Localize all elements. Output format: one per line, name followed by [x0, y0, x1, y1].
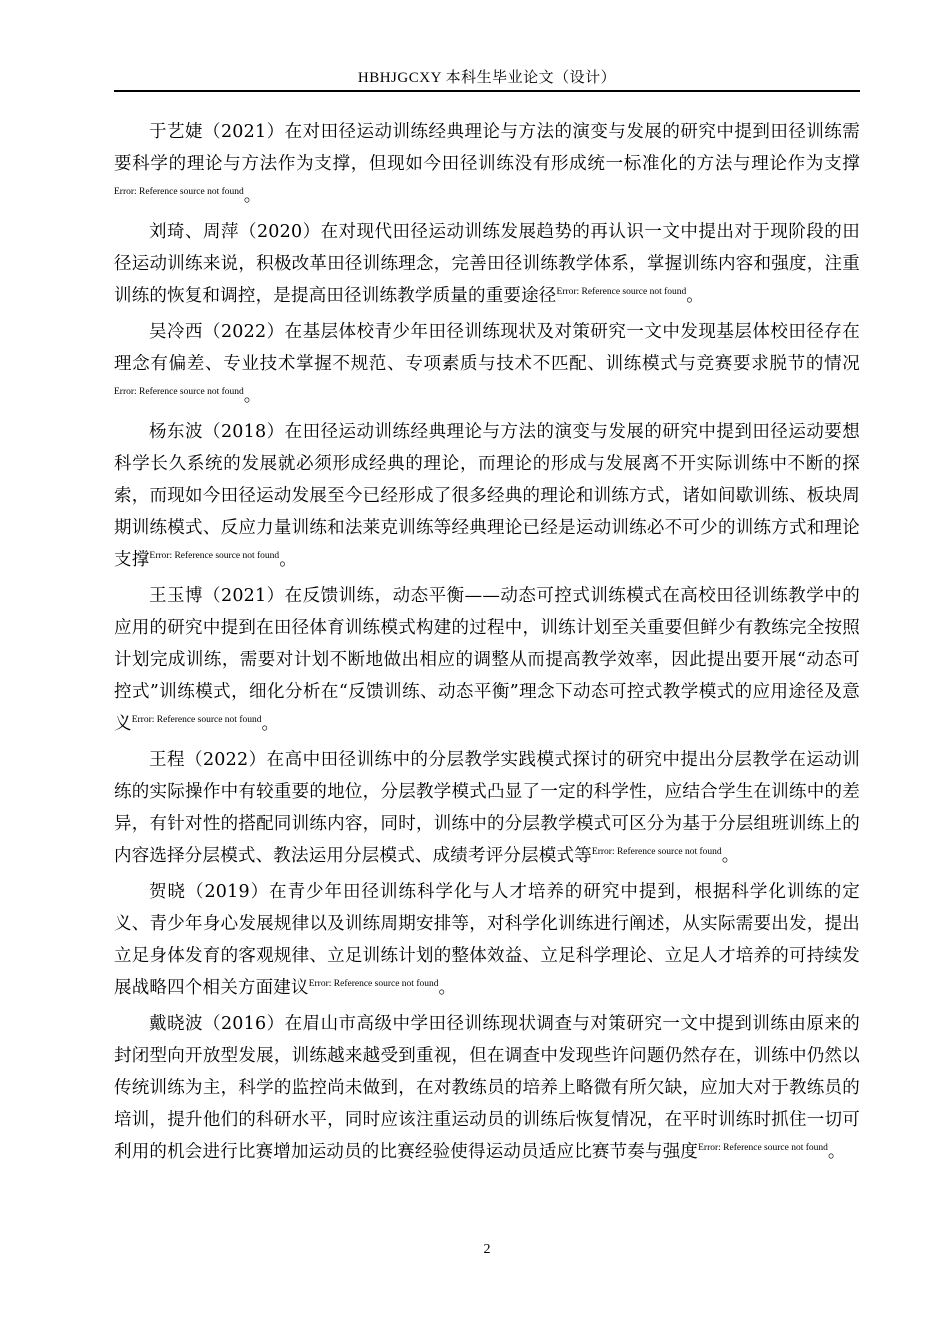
paragraph-liu-qi — [114, 216, 860, 312]
page-number: 2 — [483, 1242, 491, 1257]
reference-error: Error: Reference source not found — [308, 979, 439, 989]
paragraph-text: 吴冷西（2022）在基层体校青少年田径训练现状及对策研究一文中发现基层体校田径存在理念有偏差、专业技术掌握不规范、专项素质与技术不匹配、训练模式与竞赛要求脱节的情况 — [114, 322, 860, 374]
paragraph-text: 于艺婕（2021）在对田径运动训练经典理论与方法的演变与发展的研究中提到田径训练需要科学的理论与方法作为支撑，但现如今田径训练没有形成统一标准化的方法与理论作为支撑 — [114, 122, 860, 174]
reference-error: Error: Reference source not found — [698, 1143, 828, 1153]
paragraph-end: 。 — [261, 714, 280, 734]
paragraph-text: 王玉博（2021）在反馈训练，动态平衡——动态可控式训练模式在高校田径训练教学中的应用的研究中提到在田径体育训练模式构建的过程中，训练计划至关重要但鲜少有教练完全按照计划完成训练，需要对计划不断地做出相应的调整从而提高教学效率，因此提出要开展“动态可控式”训练模式，细化分析在“反馈训练、动态平衡”理念下动态可控式教学模式的应用途径及意义 — [114, 586, 860, 734]
paragraph-wu-lengxi — [114, 316, 860, 412]
paragraph-yang-dongbo — [114, 416, 860, 576]
paragraph-end: 。 — [243, 386, 262, 406]
paragraph-end: 。 — [243, 186, 262, 206]
paragraph-text: 王程（2022）在高中田径训练中的分层教学实践模式探讨的研究中提出分层教学在运动训练的实际操作中有较重要的地位，分层教学模式凸显了一定的科学性，应结合学生在训练中的差异，有针对性的搭配同训练内容，同时，训练中的分层教学模式可区分为基于分层组班训练上的内容选择分层模式、教法运用分层模式、成绩考评分层模式等 — [114, 750, 860, 866]
running-header: HBHJGCXY 本科生毕业论文（设计） — [357, 70, 617, 86]
paragraph-he-xiao — [114, 876, 860, 1004]
paragraph-end: 。 — [438, 978, 457, 998]
paragraph-text: 贺晓（2019）在青少年田径训练科学化与人才培养的研究中提到，根据科学化训练的定义、青少年身心发展规律以及训练周期安排等，对科学化训练进行阐述，从实际需要出发，提出立足身体发育的客观规律、立足训练计划的整体效益、立足科学理论、立足人才培养的可持续发展战略四个相关方面建议 — [114, 882, 860, 998]
paragraph-dai-xiaobo — [114, 1008, 860, 1168]
paragraph-end: 。 — [827, 1142, 846, 1162]
reference-error: Error: Reference source not found — [114, 187, 244, 197]
body-text — [114, 116, 860, 1172]
reference-error: Error: Reference source not found — [556, 287, 687, 297]
reference-error: Error: Reference source not found — [149, 551, 280, 561]
header-rule — [114, 90, 860, 92]
paragraph-yu-yijie — [114, 116, 860, 212]
paragraph-text: 杨东波（2018）在田径运动训练经典理论与方法的演变与发展的研究中提到田径运动要想科学长久系统的发展就必须形成经典的理论，而理论的形成与发展离不开实际训练中不断的探索，而现如今田径运动发展至今已经形成了很多经典的理论和训练方式，诸如间歇训练、板块周期训练模式、反应力量训练和法莱克训练等经典理论已经是运动训练必不可少的训练方式和理论支撑 — [114, 422, 860, 570]
reference-error: Error: Reference source not found — [591, 847, 722, 857]
paragraph-end: 。 — [686, 286, 704, 306]
paragraph-wang-yubo — [114, 580, 860, 740]
paragraph-wang-cheng — [114, 744, 860, 872]
paragraph-text: 刘琦、周萍（2020）在对现代田径运动训练发展趋势的再认识一文中提出对于现阶段的田径运动训练来说，积极改革田径训练理念，完善田径训练教学体系，掌握训练内容和强度，注重训练的恢复和调控，是提高田径训练教学质量的重要途径 — [114, 222, 860, 306]
paragraph-text: 戴晓波（2016）在眉山市高级中学田径训练现状调查与对策研究一文中提到训练由原来的封闭型向开放型发展，训练越来越受到重视，但在调查中发现些许问题仍然存在，训练中仍然以传统训练为主，科学的监控尚未做到，在对教练员的培养上略微有所欠缺，应加大对于教练员的培训，提升他们的科研水平，同时应该注重运动员的训练后恢复情况，在平时训练时抓住一切可利用的机会进行比赛增加运动员的比赛经验使得运动员适应比赛节奏与强度 — [114, 1014, 860, 1162]
paragraph-end: 。 — [721, 846, 740, 866]
reference-error: Error: Reference source not found — [114, 387, 244, 397]
paragraph-end: 。 — [279, 550, 297, 570]
reference-error: Error: Reference source not found — [131, 715, 262, 725]
